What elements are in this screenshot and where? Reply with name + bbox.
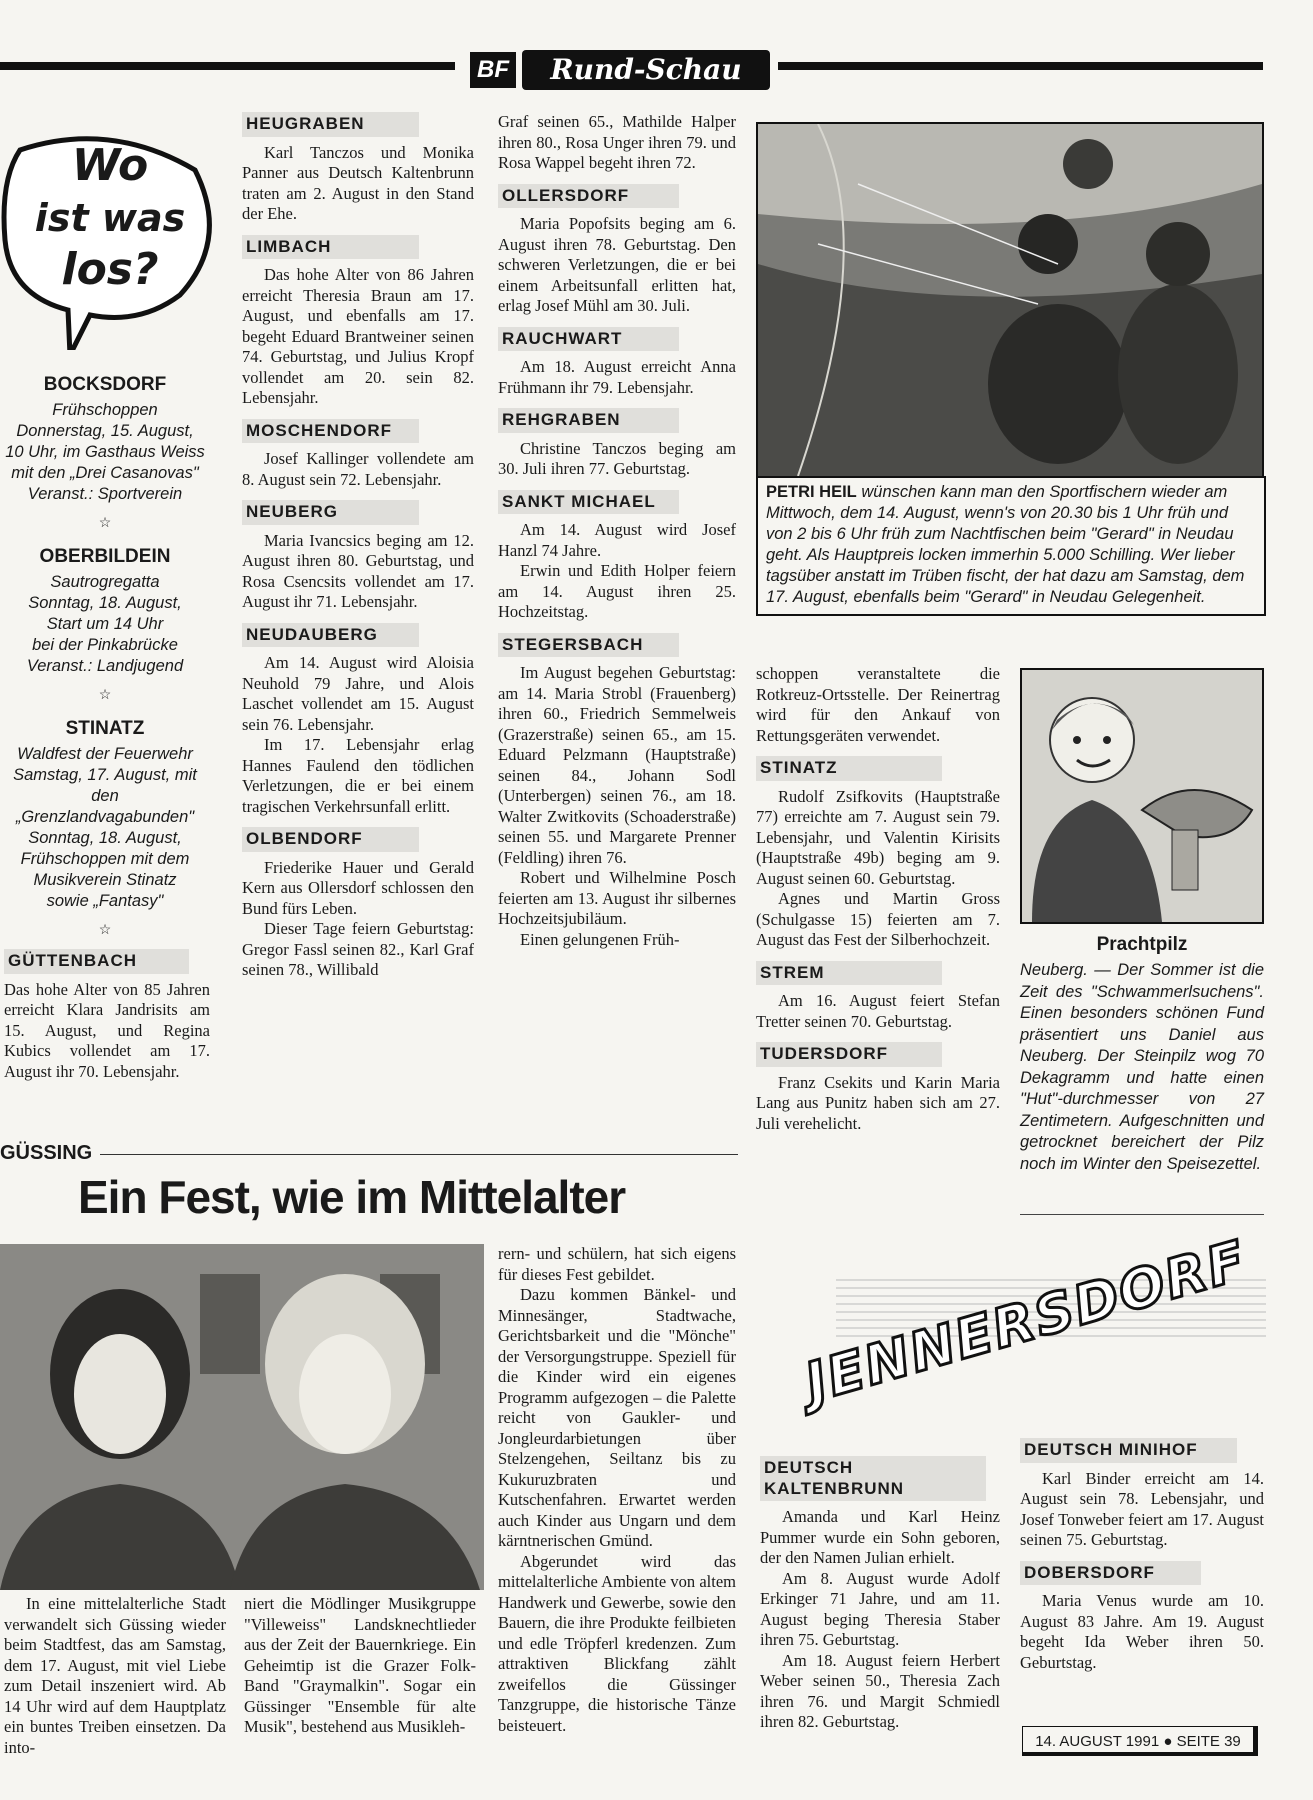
event-line: bei der Pinkabrücke — [32, 636, 178, 654]
place-heading: MOSCHENDORF — [242, 419, 419, 444]
jennersdorf-col-a — [760, 1446, 1000, 1733]
event-line: Start um 14 Uhr — [46, 615, 164, 633]
fest-rule — [70, 1154, 738, 1155]
paragraph: Dieser Tage feiern Geburtstag: Gregor Fassl seinen 82., Karl Graf seinen 78., Willibald — [242, 919, 474, 979]
paragraph: Karl Binder erreicht am 14. August sein 78. Lebensjahr, und Josef Tonweber feiert am 17. August seinen 75. Geburtstag. — [1020, 1468, 1264, 1549]
place-heading: DOBERSDORF — [1020, 1561, 1201, 1586]
mushroom-text: Neuberg. — Der Sommer ist die Zeit des "Schwammerlsuchens". Einen besonders schönen Fund präsentiert uns Daniel aus Neuberg. Der Steinpilz wog 70 Dekagramm und hatte einen "Hut"-durchmesser von 27 Zentimetern. Aufgeschnitten und getrocknet bereichert der Pilz noch im Winter den Speisezettel. — [1020, 961, 1264, 1173]
paragraph: Friederike Hauer und Gerald Kern aus Ollersdorf schlossen den Bund fürs Leben. — [242, 857, 474, 918]
star-divider: ☆ — [98, 923, 112, 938]
paragraph: Maria Venus wurde am 10. August 83 Jahre. Am 19. August begeht Ida Weber ihren 50. Geburtstag. — [1020, 1591, 1264, 1672]
place-heading: HEUGRABEN — [242, 112, 419, 137]
place-heading: NEUBERG — [242, 500, 419, 525]
paragraph: Rudolf Zsifkovits (Hauptstraße 77) erreichte am 7. August sein 79. Lebensjahr, und Valentin Kirisits (Hauptstraße 49b) beging am 9. August seinen 60. Geburtstag. — [756, 786, 1000, 888]
fest-col-c — [498, 1244, 736, 1736]
paragraph: Am 14. August wird Josef Hanzl 74 Jahre. — [498, 520, 736, 560]
fest-col-a — [4, 1594, 226, 1758]
caption-text: wünschen kann man den Sportfischern wieder am Mittwoch, dem 14. August, wenn's von 20.30 bis 1 Uhr früh und von 2 bis 6 Uhr früh zum Nachtfischen beim "Gerard" in Neudau geht. Als Hauptpreis locken immerhin 5.000 Schilling. Wer lieber tagsüber anstatt im Trüben fischt, der hat dazu am Samstag, dem 17. August, ebenfalls beim "Gerard" in Neudau Gelegenheit. — [766, 483, 1245, 606]
event-line: Frühschoppen mit dem — [20, 850, 190, 868]
fest-photo — [0, 1244, 484, 1590]
paragraph: Dazu kommen Bänkel- und Minnesänger, Stadtwache, Gerichtsbarkeit und die "Mönche" der Versorgungstruppe. Speziell für die Kinder wird ein eigenes Programm aufgezogen – die Palette reicht von Gaukler- und Jongleurdarbietungen über Stelzengehen, Seiltanz bis zu Kukuruzbraten und Kutschenfahren. Erwartet werden auch Kinder aus Ungarn und dem kärntnerischen Gmünd. — [498, 1285, 736, 1550]
place-heading: DEUTSCH MINIHOF — [1020, 1438, 1237, 1463]
paragraph: Josef Kallinger vollendete am 8. August sein 72. Lebensjahr. — [242, 449, 474, 489]
fest-dateline: GÜSSING — [0, 1142, 100, 1165]
event-oberbildein — [0, 546, 210, 677]
paragraph: Christine Tanczos beging am 30. Juli ihren 77. Geburtstag. — [498, 438, 736, 478]
place-heading: GÜTTENBACH — [4, 949, 189, 974]
event-line: Waldfest der Feuerwehr — [17, 745, 193, 763]
paragraph: Am 8. August wurde Adolf Erkinger 71 Jahre, und am 11. August beging Theresia Staber ihren 75. Geburtstag. — [760, 1568, 1000, 1649]
bubble-line-2: ist was — [34, 196, 186, 240]
paragraph: Maria Ivancsics beging am 12. August ihren 80. Geburtstag, und Rosa Csencsits vollendet am 17. August ihr 71. Lebensjahr. — [242, 530, 474, 611]
paragraph: Am 14. August wird Aloisia Neuhold 79 Jahre, und Alois Laschet vollendet am 15. August sein 76. Lebensjahr. — [242, 653, 474, 734]
divider — [1020, 1214, 1264, 1215]
mushroom-title: Prachtpilz — [1096, 934, 1188, 955]
header-rule-left — [0, 62, 455, 70]
place-heading: NEUDAUBERG — [242, 623, 419, 648]
event-line: den „Grenzlandvagabunden" — [15, 787, 195, 826]
paragraph: Agnes und Martin Gross (Schulgasse 15) feierten am 7. August das Fest der Silberhochzeit. — [756, 889, 1000, 949]
place-heading: STREM — [756, 961, 942, 986]
jennersdorf-title: JENNERSDORF — [798, 1228, 1254, 1415]
event-bocksdorf — [0, 374, 210, 505]
paragraph: In eine mittelalterliche Stadt verwandelt sich Güssing wieder beim Stadtfest, das am Samstag, dem 17. August, mit viel Liebe zum Detail inszeniert wird. Ab 14 Uhr wird auf dem Hauptplatz ein buntes Treiben einsetzen. Da into- — [4, 1594, 226, 1757]
place-heading: STINATZ — [756, 756, 942, 781]
paragraph: Im August begehen Geburtstag: am 14. Maria Strobl (Frauenberg) ihren 60., Friedrich Semmelweis (Grazerstraße) seinen 65., am 15. Eduard Pelzmann (Hauptstraße) seinen 84., Johann Sodl (Unterbergen) seinen 76., am 18. Walter Zwitkovits (Schoaderstraße) seinen 55. und Margarete Prenner (Feldling) ihren 76. — [498, 663, 736, 867]
paragraph: Am 16. August feiert Stefan Tretter seinen 70. Geburtstag. — [756, 991, 1000, 1031]
paragraph: rern- und schülern, hat sich eigens für dieses Fest gebildet. — [498, 1244, 736, 1284]
paragraph: Am 18. August feiern Herbert Weber seinen 50., Theresia Zach ihren 76. und Margit Schmiedl ihren 82. Geburtstag. — [760, 1650, 1000, 1731]
event-line: Frühschoppen — [52, 401, 158, 419]
place-heading: DEUTSCH KALTENBRUNN — [760, 1456, 986, 1501]
place-heading: REHGRABEN — [498, 408, 679, 433]
page-footer — [1022, 1726, 1258, 1756]
star-divider: ☆ — [98, 516, 112, 531]
footer-date: 14. AUGUST 1991 — [1035, 1733, 1160, 1750]
paragraph: schoppen veranstaltete die Rotkreuz-Ortsstelle. Der Reinertrag wird für den Ankauf von Rettungsgeräten verwendet. — [756, 664, 1000, 745]
bubble-line-1: Wo — [71, 140, 149, 191]
paragraph: Erwin und Edith Holper feiern am 14. August ihren 25. Hochzeitstag. — [498, 561, 736, 621]
paragraph: Am 18. August erreicht Anna Frühmann ihr 79. Lebensjahr. — [498, 357, 736, 397]
mushroom-photo-art — [1022, 670, 1262, 922]
header-section-title: Rund-Schau — [522, 50, 770, 90]
paragraph: Das hohe Alter von 85 Jahren erreicht Klara Jandrisits am 15. August, und Regina Kubics vollendet am 17. August ihr 70. Lebensjahr. — [4, 979, 210, 1081]
event-line: Veranst.: Sportverein — [27, 485, 183, 503]
footer-page: SEITE 39 — [1176, 1733, 1241, 1750]
paragraph: niert die Mödlinger Musikgruppe "Villeweiss" Landsknechtlieder aus der Zeit der Bauernkriege. Ein Geheimtip ist die Grazer Folk-Band "Graymalkin". Sogar ein Güssinger "Ensemble für alte Musik", bestehend aus Musikleh- — [244, 1594, 476, 1736]
event-line: 10 Uhr, im Gasthaus Weiss — [5, 443, 205, 461]
fest-photo-art — [0, 1244, 484, 1590]
bubble-line-3: los? — [61, 244, 159, 295]
event-line: Musikverein Stinatz — [33, 871, 177, 889]
event-line: Veranst.: Landjugend — [26, 657, 184, 675]
paragraph: Abgerundet wird das mittelalterliche Ambiente von altem Handwerk und Gewerbe, sowie den Bauern, die ihre Produkte feilbieten und edle Tröpferl kredenzen. Zum attraktiven Blickfang zählt zweifellos die Güssinger Tanzgruppe, die historische Tänze beisteuert. — [498, 1551, 736, 1735]
column-4 — [756, 664, 1000, 1134]
fest-col-b — [244, 1594, 476, 1738]
fishing-photo-art — [758, 124, 1262, 476]
place-heading: OLBENDORF — [242, 827, 419, 852]
event-place: BOCKSDORF — [43, 374, 167, 395]
fest-headline: Ein Fest, wie im Mittelalter — [78, 1171, 626, 1223]
mushroom-photo — [1020, 668, 1264, 924]
column-3 — [498, 112, 736, 950]
paragraph: Franz Csekits und Karin Maria Lang aus Punitz haben sich am 27. Juli verehelicht. — [756, 1072, 1000, 1133]
place-heading: STEGERSBACH — [498, 633, 679, 658]
fishing-caption — [756, 476, 1266, 616]
place-heading: TUDERSDORF — [756, 1042, 942, 1067]
paragraph: Karl Tanczos und Monika Panner aus Deutsch Kaltenbrunn traten am 2. August in den Stand der Ehe. — [242, 142, 474, 223]
place-heading: RAUCHWART — [498, 327, 679, 352]
place-heading: OLLERSDORF — [498, 184, 679, 209]
event-line: Sonntag, 18. August, — [28, 594, 182, 612]
event-place: STINATZ — [65, 718, 145, 739]
jennersdorf-col-b — [1020, 1428, 1264, 1673]
paragraph: Robert und Wilhelmine Posch feierten am 13. August ihr silbernes Hochzeitsjubiläum. — [498, 868, 736, 928]
place-heading: LIMBACH — [242, 235, 419, 260]
event-stinatz — [0, 718, 210, 912]
paragraph: Amanda und Karl Heinz Pummer wurde ein Sohn geboren, der den Namen Julian erhielt. — [760, 1507, 1000, 1567]
paragraph: Einen gelungenen Früh- — [520, 929, 680, 949]
event-line: mit den „Drei Casanovas" — [11, 464, 199, 482]
events-column — [0, 360, 210, 1082]
event-place: OBERBILDEIN — [39, 546, 171, 567]
caption-bold: PETRI HEIL — [766, 483, 857, 501]
header-logo: BF — [470, 52, 516, 88]
event-line: Donnerstag, 15. August, — [16, 422, 194, 440]
paragraph: Im 17. Lebensjahr erlag Hannes Faulend den tödlichen Verletzungen, die er bei einem tragischen Verkehrsunfall erlitt. — [242, 735, 474, 816]
event-line: sowie „Fantasy" — [46, 892, 164, 910]
event-line: Sonntag, 18. August, — [28, 829, 182, 847]
place-heading: SANKT MICHAEL — [498, 490, 679, 515]
paragraph: Maria Popofsits beging am 6. August ihren 78. Geburtstag. Den schweren Verletzungen, die er bei einem Arbeitsunfall erlitten hat, erlag Josef Mühl am 30. Juli. — [498, 214, 736, 315]
jennersdorf-banner — [796, 1228, 1266, 1420]
footer-bullet: ● — [1163, 1733, 1173, 1750]
speech-bubble — [0, 130, 220, 350]
column-2 — [242, 112, 474, 981]
mushroom-caption — [1020, 934, 1264, 1175]
paragraph: Das hohe Alter von 86 Jahren erreicht Theresia Braun am 17. August, und ebenfalls am 17. begeht Eduard Brantweiner seinen 74. Geburtstag, und Julius Kropf vollendet am 20. sein 82. Lebensjahr. — [242, 265, 474, 407]
fishing-photo — [756, 122, 1264, 478]
header-rule-right — [778, 62, 1263, 70]
star-divider: ☆ — [98, 688, 112, 703]
event-line: Sautrogregatta — [50, 573, 160, 591]
event-line: Samstag, 17. August, mit — [13, 766, 197, 784]
article-guettenbach — [0, 949, 210, 1082]
paragraph: Graf seinen 65., Mathilde Halper ihren 80., Rosa Unger ihren 79. und Rosa Wappel begeht ihren 72. — [498, 112, 736, 172]
